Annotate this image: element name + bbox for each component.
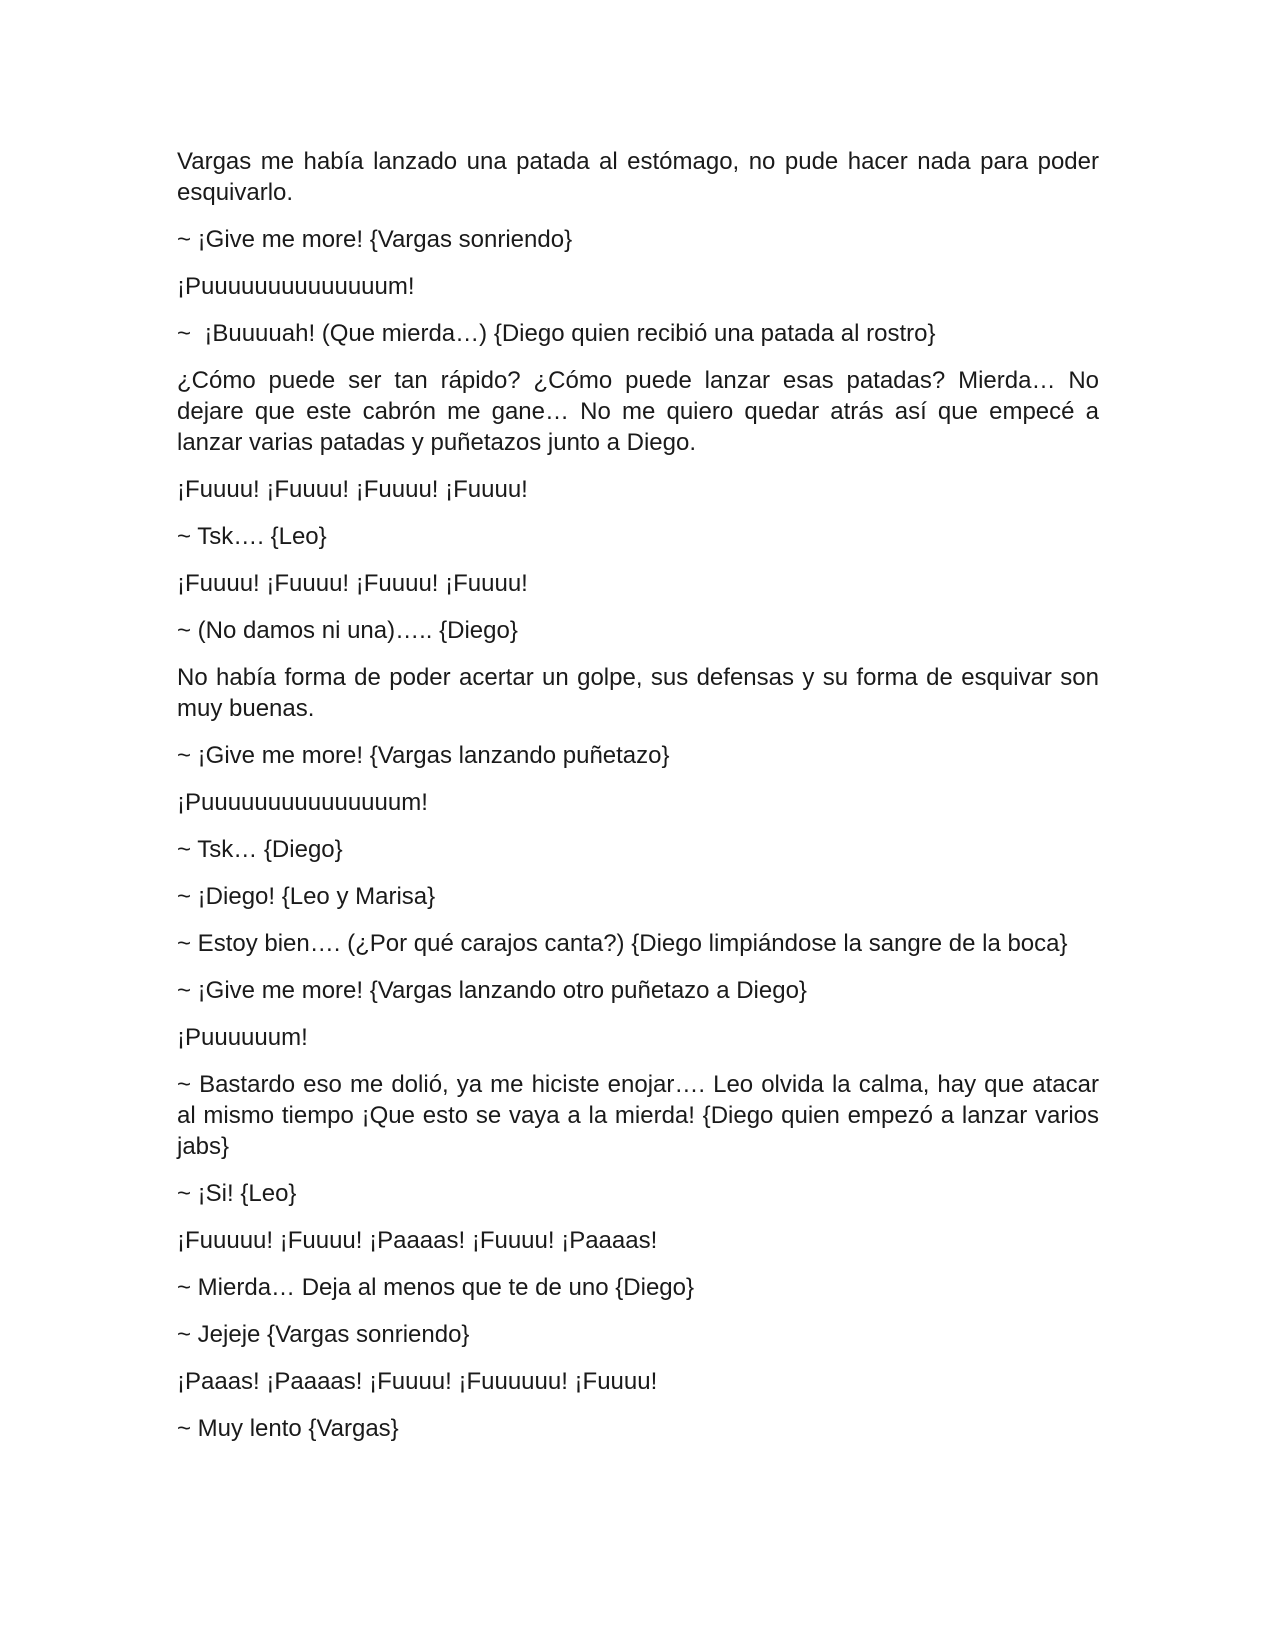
paragraph-15: ~ Estoy bien…. (¿Por qué carajos canta?) {Diego limpiándose la sangre de la boca} xyxy=(177,930,1068,957)
paragraph-10: No había forma de poder acertar un golpe, sus defensas y su forma de esquivar son muy buenas. xyxy=(177,664,1106,722)
paragraph-1: Vargas me había lanzado una patada al estómago, no pude hacer nada para poder esquivarlo. xyxy=(177,148,1106,206)
paragraph-8: ¡Fuuuu! ¡Fuuuu! ¡Fuuuu! ¡Fuuuu! xyxy=(177,570,528,597)
paragraph-17: ¡Puuuuuum! xyxy=(177,1024,308,1051)
paragraph-6: ¡Fuuuu! ¡Fuuuu! ¡Fuuuu! ¡Fuuuu! xyxy=(177,476,528,503)
paragraph-14: ~ ¡Diego! {Leo y Marisa} xyxy=(177,883,436,910)
paragraph-9: ~ (No damos ni una)….. {Diego} xyxy=(177,617,518,644)
paragraph-22: ~ Jejeje {Vargas sonriendo} xyxy=(177,1321,470,1348)
paragraph-20: ¡Fuuuuu! ¡Fuuuu! ¡Paaaas! ¡Fuuuu! ¡Paaaas! xyxy=(177,1227,658,1254)
paragraph-19: ~ ¡Si! {Leo} xyxy=(177,1180,297,1207)
paragraph-7: ~ Tsk…. {Leo} xyxy=(177,523,327,550)
paragraph-4: ~ ¡Buuuuah! (Que mierda…) {Diego quien recibió una patada al rostro} xyxy=(177,320,936,347)
paragraph-13: ~ Tsk… {Diego} xyxy=(177,836,343,863)
paragraph-23: ¡Paaas! ¡Paaaas! ¡Fuuuu! ¡Fuuuuuu! ¡Fuuuu! xyxy=(177,1368,658,1395)
paragraph-11: ~ ¡Give me more! {Vargas lanzando puñetazo} xyxy=(177,742,670,769)
paragraph-5: ¿Cómo puede ser tan rápido? ¿Cómo puede lanzar esas patadas? Mierda… No dejare que este cabrón me gane… No me quiero quedar atrás así que empecé a lanzar varias patadas y puñetazos junto a Diego. xyxy=(177,367,1106,456)
paragraph-18: ~ Bastardo eso me dolió, ya me hiciste enojar…. Leo olvida la calma, hay que atacar al mismo tiempo ¡Que esto se vaya a la mierda! {Diego quien empezó a lanzar varios jabs} xyxy=(177,1071,1106,1160)
document-body xyxy=(177,146,1106,1460)
paragraph-21: ~ Mierda… Deja al menos que te de uno {Diego} xyxy=(177,1274,694,1301)
paragraph-16: ~ ¡Give me more! {Vargas lanzando otro puñetazo a Diego} xyxy=(177,977,807,1004)
paragraph-24: ~ Muy lento {Vargas} xyxy=(177,1415,399,1442)
paragraph-3: ¡Puuuuuuuuuuuuuum! xyxy=(177,273,415,300)
paragraph-12: ¡Puuuuuuuuuuuuuuum! xyxy=(177,789,428,816)
paragraph-2: ~ ¡Give me more! {Vargas sonriendo} xyxy=(177,226,573,253)
